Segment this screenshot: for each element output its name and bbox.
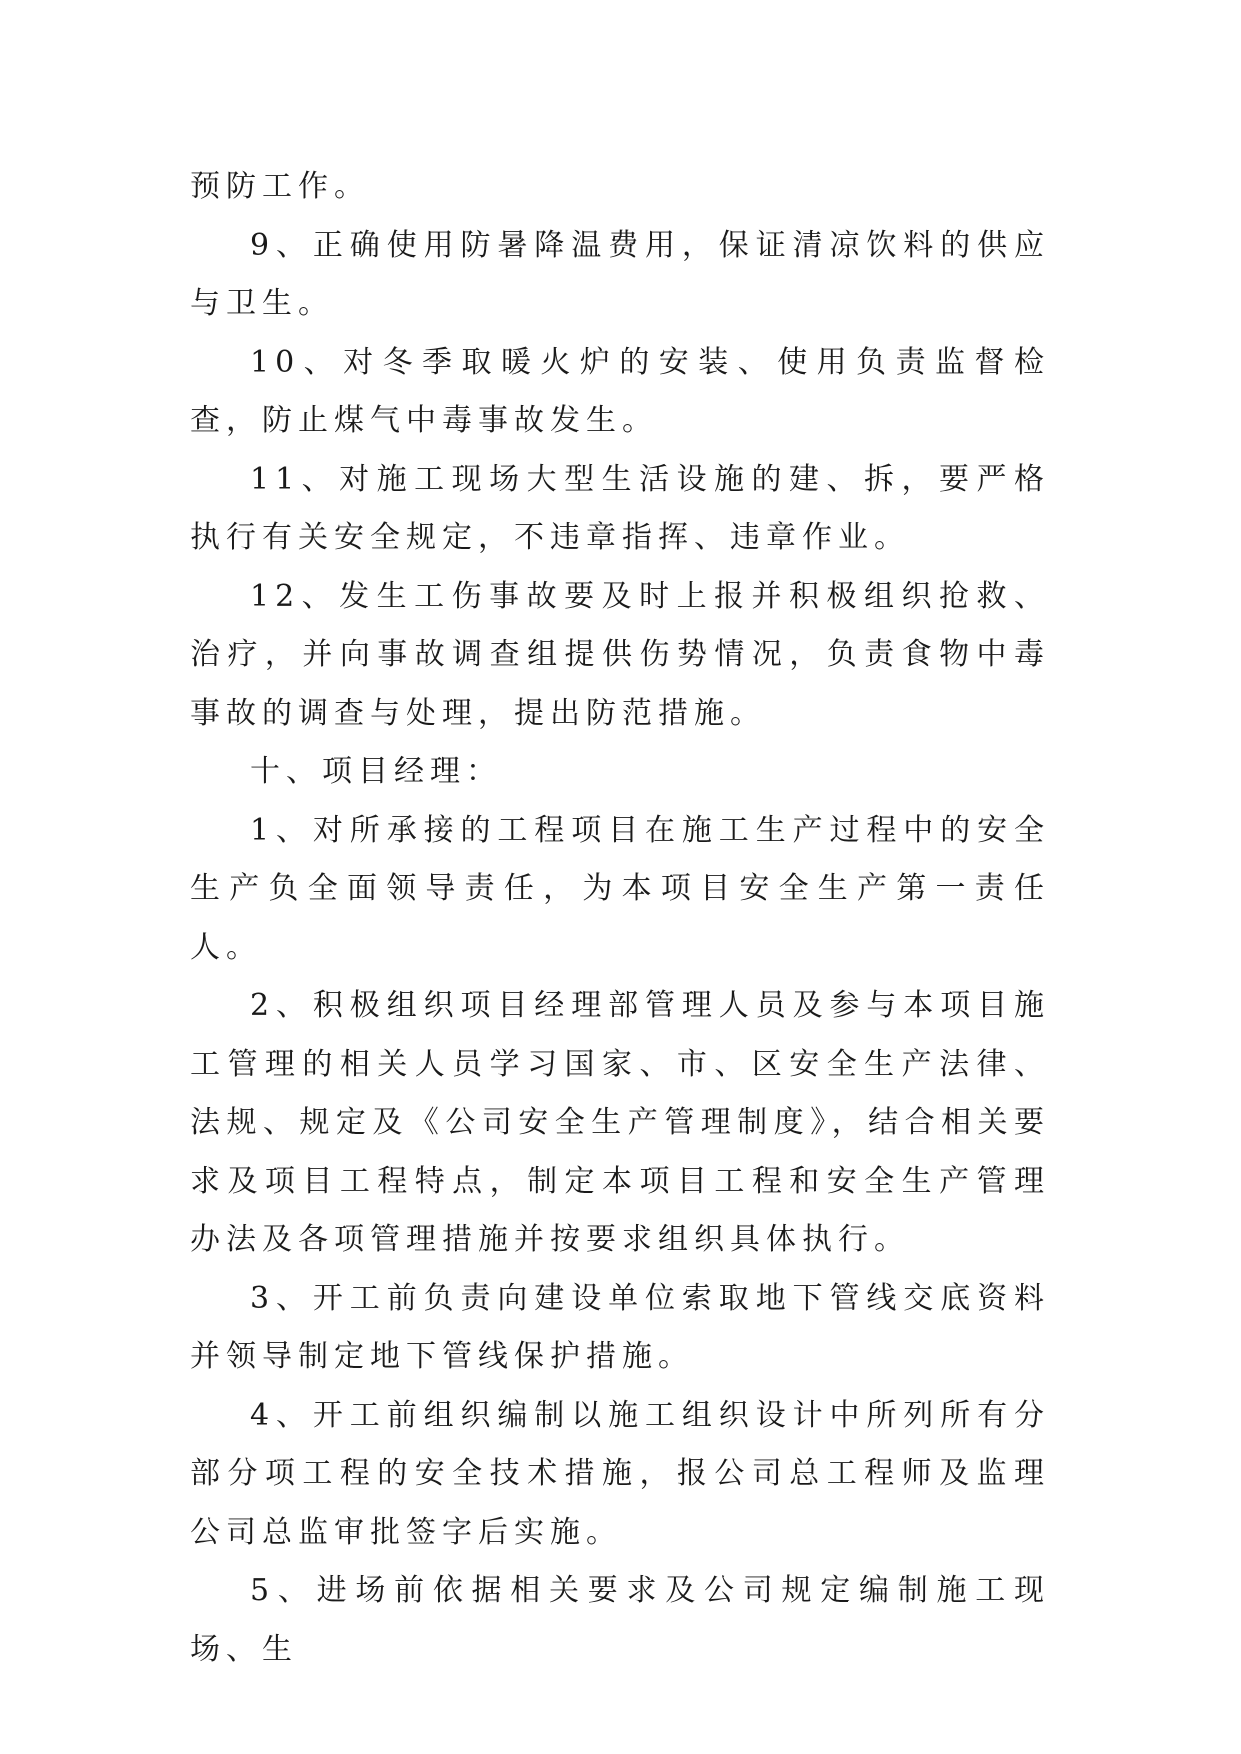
- paragraph-item-1: 1、对所承接的工程项目在施工生产过程中的安全生产负全面领导责任，为本项目安全生产第一责任人。: [190, 812, 1050, 965]
- paragraph-item-9: 9、正确使用防暑降温费用，保证清凉饮料的供应与卫生。: [190, 227, 1050, 321]
- paragraph-item-12: 12、发生工伤事故要及时上报并积极组织抢救、治疗，并向事故调查组提供伤势情况，负责食物中毒事故的调查与处理，提出防范措施。: [190, 578, 1050, 731]
- paragraph-item-11: 11、对施工现场大型生活设施的建、拆，要严格执行有关安全规定，不违章指挥、违章作业。: [190, 461, 1050, 555]
- paragraph-continued: 预防工作。: [190, 169, 370, 204]
- paragraph-item-3: 3、开工前负责向建设单位索取地下管线交底资料并领导制定地下管线保护措施。: [190, 1280, 1050, 1374]
- paragraph-item-5: 5、进场前依据相关要求及公司规定编制施工现场、生: [190, 1573, 1050, 1667]
- paragraph-item-4: 4、开工前组织编制以施工组织设计中所列所有分部分项工程的安全技术措施，报公司总工程师及监理公司总监审批签字后实施。: [190, 1397, 1050, 1550]
- paragraph-item-2: 2、积极组织项目经理部管理人员及参与本项目施工管理的相关人员学习国家、市、区安全生产法律、法规、规定及《公司安全生产管理制度》，结合相关要求及项目工程特点，制定本项目工程和安全生产管理办法及各项管理措施并按要求组织具体执行。: [190, 988, 1050, 1257]
- document-body: [190, 158, 1050, 1679]
- paragraph-item-10: 10、对冬季取暖火炉的安装、使用负责监督检查，防止煤气中毒事故发生。: [190, 344, 1050, 438]
- section-heading-project-manager: 十、项目经理：: [250, 754, 502, 789]
